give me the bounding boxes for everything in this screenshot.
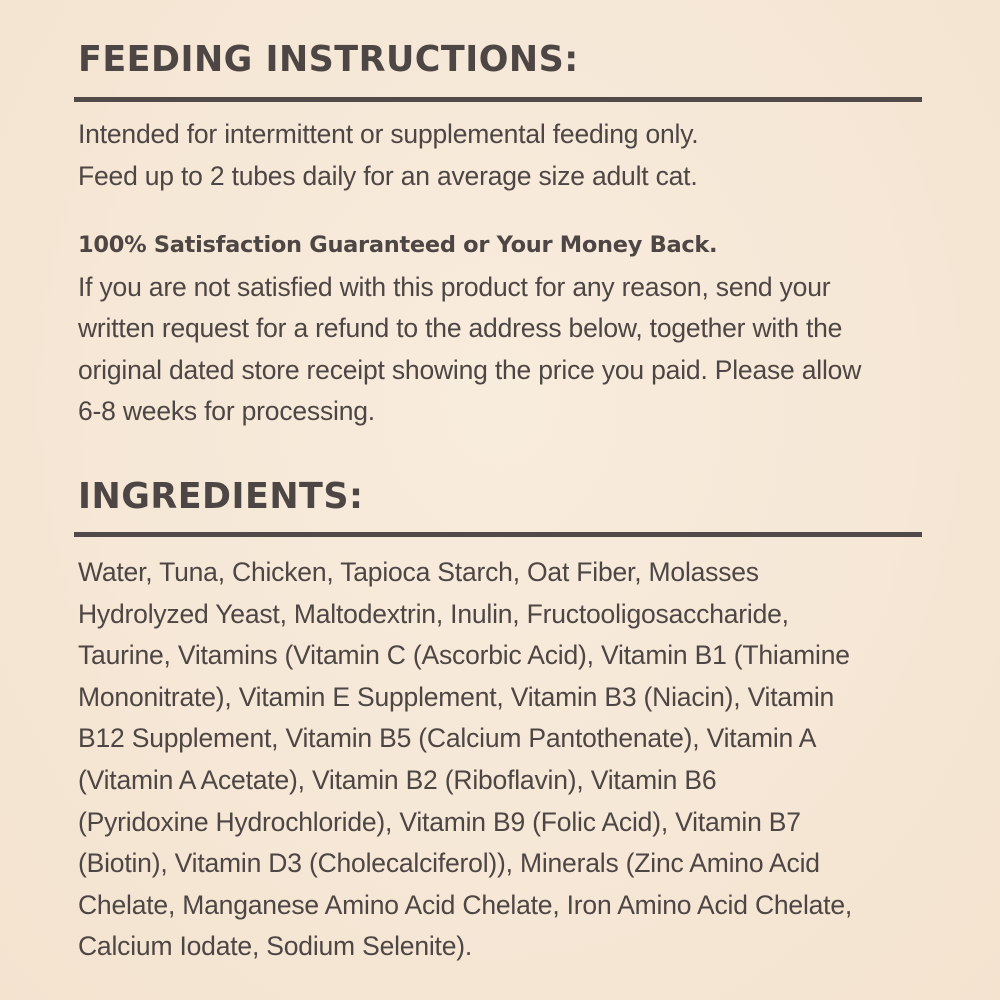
feeding-heading-divider — [74, 97, 922, 102]
feeding-instructions-heading: FEEDING INSTRUCTIONS: — [78, 39, 579, 80]
guarantee-text — [78, 225, 922, 433]
ingredients-line: Calcium Iodate, Sodium Selenite). — [78, 931, 473, 962]
ingredients-section — [78, 475, 922, 519]
guarantee-line: written request for a refund to the address below, together with the — [78, 313, 843, 343]
feeding-line: Intended for intermittent or supplemental feeding only. — [78, 119, 699, 149]
ingredients-list — [78, 552, 922, 968]
ingredients-heading: INGREDIENTS: — [78, 476, 364, 517]
ingredients-heading-divider — [74, 532, 922, 537]
ingredients-line: Hydrolyzed Yeast, Maltodextrin, Inulin, Fructooligosaccharide, — [78, 598, 789, 629]
ingredients-line: Taurine, Vitamins (Vitamin C (Ascorbic Acid), Vitamin B1 (Thiamine — [78, 640, 850, 671]
ingredients-line: (Pyridoxine Hydrochloride), Vitamin B9 (Folic Acid), Vitamin B7 — [78, 806, 801, 837]
ingredients-body — [78, 552, 922, 968]
ingredients-line: Mononitrate), Vitamin E Supplement, Vitamin B3 (Niacin), Vitamin — [78, 681, 835, 712]
feeding-line: Feed up to 2 tubes daily for an average size adult cat. — [78, 160, 698, 191]
guarantee-line: original dated store receipt showing the price you paid. Please allow — [78, 354, 862, 385]
feeding-instructions-section — [78, 38, 922, 82]
ingredients-line: (Vitamin A Acetate), Vitamin B2 (Riboflavin), Vitamin B6 — [78, 764, 717, 795]
guarantee-line: 6-8 weeks for processing. — [78, 396, 375, 426]
ingredients-line: (Biotin), Vitamin D3 (Cholecalciferol)), Minerals (Zinc Amino Acid — [78, 848, 820, 879]
guarantee-section — [78, 225, 922, 433]
feeding-instructions-body — [78, 114, 922, 197]
feeding-instructions-text — [78, 114, 922, 197]
ingredients-line: Water, Tuna, Chicken, Tapioca Starch, Oat Fiber, Molasses — [78, 557, 759, 587]
ingredients-line: B12 Supplement, Vitamin B5 (Calcium Pantothenate), Vitamin A — [78, 723, 817, 754]
guarantee-line: If you are not satisfied with this product for any reason, send your — [78, 271, 831, 302]
guarantee-title: 100% Satisfaction Guaranteed or Your Money Back. — [78, 232, 718, 258]
ingredients-line: Chelate, Manganese Amino Acid Chelate, Iron Amino Acid Chelate, — [78, 889, 853, 920]
